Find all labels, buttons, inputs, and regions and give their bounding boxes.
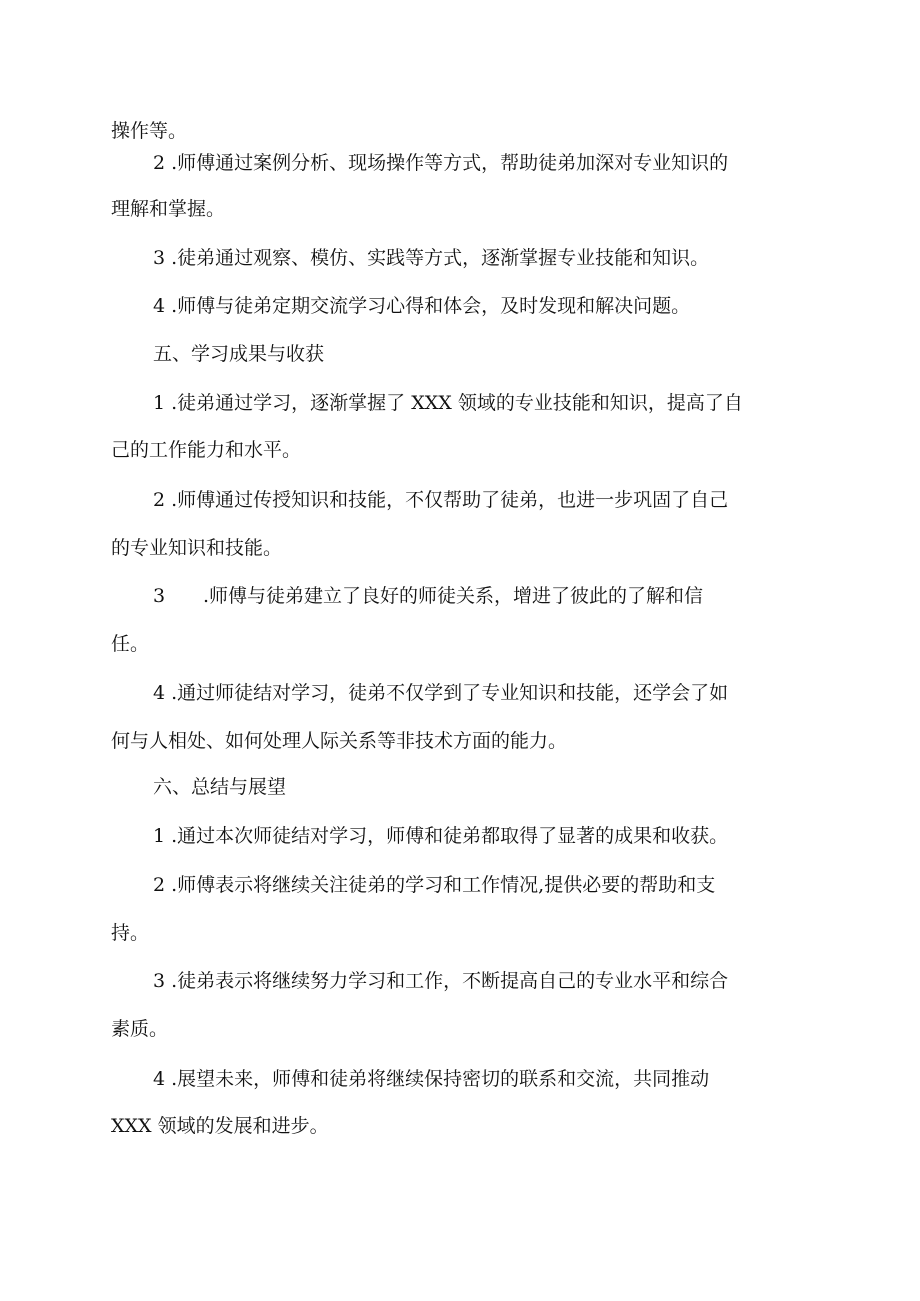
text-line: 操作等。	[111, 120, 188, 142]
text-line: 何与人相处、如何处理人际关系等非技术方面的能力。	[111, 730, 568, 752]
text-line: 任。	[111, 633, 150, 655]
text-line: 1 .通过本次师徒结对学习，师傅和徒弟都取得了显著的成果和收获。	[153, 825, 729, 847]
text-line: 4 .师傅与徒弟定期交流学习心得和体会，及时发现和解决问题。	[153, 295, 691, 317]
item-number: 3	[153, 585, 166, 607]
text-line: XXX 领域的发展和进步。	[111, 1115, 329, 1137]
section-heading: 五、学习成果与收获	[153, 343, 325, 365]
text-line: 4 .通过师徒结对学习，徒弟不仅学到了专业知识和技能，还学会了如	[153, 682, 729, 704]
section-heading: 六、总结与展望	[153, 776, 287, 798]
text-line: .师傅与徒弟建立了良好的师徒关系，增进了彼此的了解和信	[203, 585, 704, 607]
text-line: 的专业知识和技能。	[111, 537, 283, 559]
text-line: 己的工作能力和水平。	[111, 439, 302, 461]
text-line: 1 .徒弟通过学习，逐渐掌握了 XXX 领域的专业技能和知识，提高了自	[153, 392, 743, 414]
text-line: 理解和掌握。	[111, 198, 226, 220]
text-line: 3 .徒弟通过观察、模仿、实践等方式，逐渐掌握专业技能和知识。	[153, 247, 710, 269]
text-line: 4 .展望未来，师傅和徒弟将继续保持密切的联系和交流，共同推动	[153, 1068, 710, 1090]
text-line: 2 .师傅通过传授知识和技能，不仅帮助了徒弟，也进一步巩固了自己	[153, 489, 729, 511]
text-line: 3 .徒弟表示将继续努力学习和工作，不断提高自己的专业水平和综合	[153, 970, 729, 992]
text-line: 持。	[111, 922, 150, 944]
text-line: 2 .师傅通过案例分析、现场操作等方式，帮助徒弟加深对专业知识的	[153, 152, 729, 174]
text-line: 2 .师傅表示将继续关注徒弟的学习和工作情况,提供必要的帮助和支	[153, 874, 716, 896]
text-line: 素质。	[111, 1018, 169, 1040]
